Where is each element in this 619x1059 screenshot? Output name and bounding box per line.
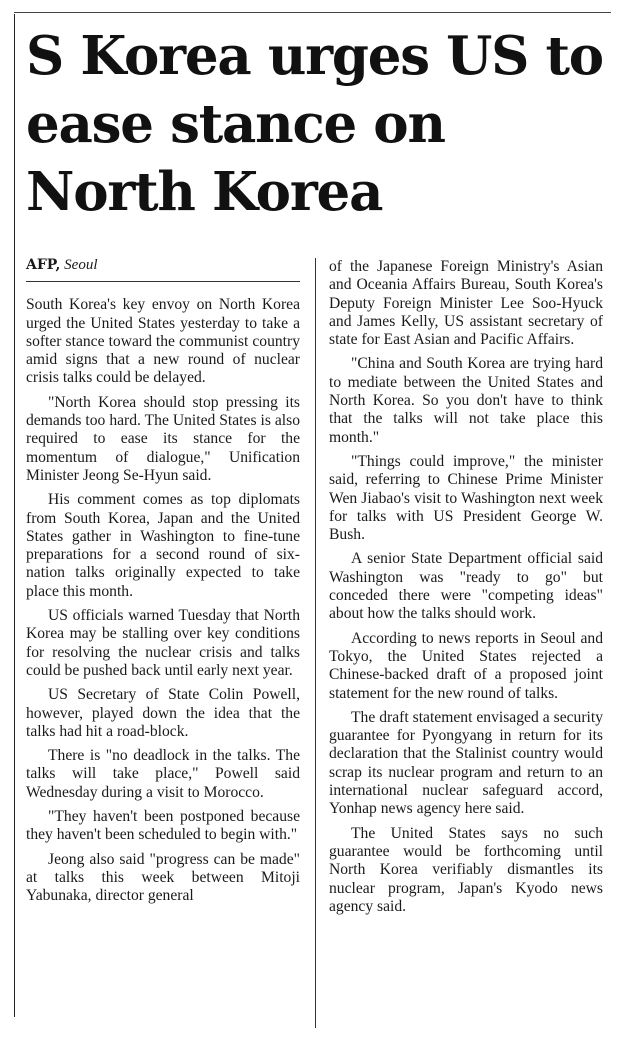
top-rule bbox=[14, 12, 611, 13]
byline-city: Seoul bbox=[64, 257, 98, 273]
paragraph: A senior State Department official said Washington was "ready to go" but conceded there were "competing ideas" about how the talks should work. bbox=[329, 550, 603, 623]
paragraph: According to news reports in Seoul and Tokyo, the United States rejected a Chinese-backed draft of a proposed joint statement for the new round of talks. bbox=[329, 629, 603, 702]
paragraph: The United States says no such guarantee would be forthcoming until North Korea verifiably dismantles its nuclear program, Japan's Kyodo news agency said. bbox=[329, 824, 603, 915]
paragraph: South Korea's key envoy on North Korea urged the United States yesterday to take a softer stance toward the communist country amid signs that a new round of nuclear crisis talks could be delayed. bbox=[26, 296, 300, 387]
paragraph: "North Korea should stop pressing its demands too hard. The United States is also required to ease its stance for the momentum of dialogue," Unification Minister Jeong Se-Hyun said. bbox=[26, 393, 300, 484]
byline-agency: AFP, bbox=[26, 257, 61, 273]
paragraph: "China and South Korea are trying hard to mediate between the United States and North Korea. So you don't have to think that the talks will not take place this month." bbox=[329, 355, 603, 446]
paragraph: There is "no deadlock in the talks. The talks will take place," Powell said Wednesday during a visit to Morocco. bbox=[26, 747, 300, 801]
paragraph: His comment comes as top diplomats from South Korea, Japan and the United States gather in Washington to fine-tune preparations for a second round of six-nation talks originally expected to take place this month. bbox=[26, 491, 300, 600]
headline: S Korea urges US to ease stance on North Korea bbox=[26, 25, 603, 223]
article-column-2 bbox=[329, 258, 603, 922]
paragraph: Jeong also said "progress can be made" at talks this week between Mitoji Yabunaka, director general bbox=[26, 850, 300, 905]
paragraph-continued: of the Japanese Foreign Ministry's Asian and Oceania Affairs Bureau, South Korea's Deputy Foreign Minister Lee Soo-Hyuck and James Kelly, US assistant secretary of state for East Asian and Pacific Affairs. bbox=[329, 258, 603, 349]
column-divider bbox=[315, 258, 316, 1028]
paragraph: "Things could improve," the minister said, referring to Chinese Prime Minister Wen Jiabao's visit to Washington next week for talks with US President George W. Bush. bbox=[329, 452, 603, 544]
paragraph: US Secretary of State Colin Powell, however, played down the idea that the talks had hit a road-block. bbox=[26, 686, 300, 740]
paragraph: "They haven't been postponed because they haven't been scheduled to begin with." bbox=[26, 808, 300, 844]
paragraph: US officials warned Tuesday that North Korea may be stalling over key conditions for resolving the nuclear crisis and talks could be pushed back until early next year. bbox=[26, 607, 300, 679]
article-column-1 bbox=[26, 256, 300, 912]
paragraph: The draft statement envisaged a security guarantee for Pyongyang in return for its declaration that the Stalinist country would scrap its nuclear program and return to an international nuclear safeguard accord, Yonhap news agency here said. bbox=[329, 708, 603, 818]
byline bbox=[26, 256, 300, 282]
left-rule bbox=[14, 14, 15, 1017]
